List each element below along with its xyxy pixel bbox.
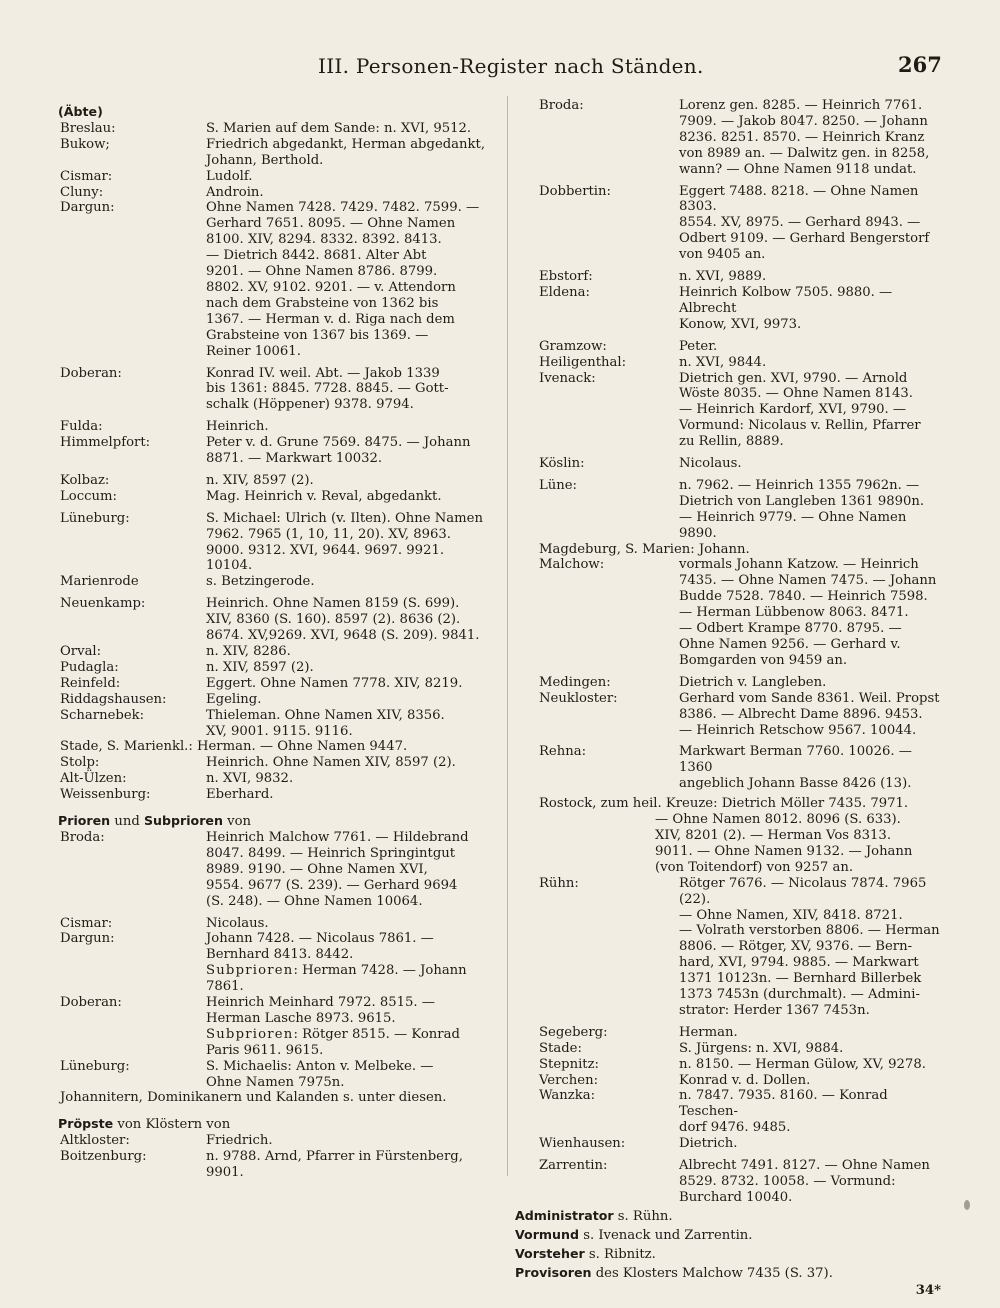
list-item xyxy=(515,1041,945,1057)
list-item xyxy=(58,435,498,467)
right-column xyxy=(515,98,945,1298)
entry-place: Scharnebek: xyxy=(60,707,145,723)
entry-text: Lorenz gen. 8285. — Heinrich 7761. 7909. — Jakob 8047. 8250. — Johann 8236. 8251. 8570. — Heinrich Kranz von 8989 an. — Dalwitz gen. in 8258, wann? — Ohne Namen 9118 undat. xyxy=(679,98,930,177)
entry-text: n. XVI, 9832. xyxy=(206,771,294,787)
entry-text: n. 8150. — Herman Gülow, XV, 9278. xyxy=(679,1056,926,1072)
list-item xyxy=(515,876,945,1019)
entry-place: Rehna: xyxy=(539,744,587,760)
list-item xyxy=(58,830,498,910)
entry-place: Ebstorf: xyxy=(539,269,593,285)
entry-place: Stade: xyxy=(539,1040,582,1056)
abbots-list xyxy=(58,121,498,740)
list-item xyxy=(515,98,945,178)
list-item: Doberan: Heinrich Meinhard 7972. 8515. — Herman Lasche 8973. 9615. xyxy=(60,995,435,1026)
entry-place: Ivenack: xyxy=(539,370,596,386)
entry-place: Weissenburg: xyxy=(60,787,151,803)
list-item xyxy=(58,185,498,201)
entry-text: Heinrich. xyxy=(206,419,269,435)
entry-place: Loccum: xyxy=(60,488,117,504)
page-title: III. Personen-Register nach Ständen. xyxy=(318,54,704,78)
running-head xyxy=(0,54,1000,84)
entry-place: Cismar: xyxy=(60,168,113,184)
entry-text: Heinrich Malchow 7761. — Hildebrand 8047. 8499. — Heinrich Springintgut 8989. 9190. — Ohne Namen XVI, 9554. 9677 (S. 239). — Gerhard 9694 (S. 248). — Ohne Namen 10064. xyxy=(206,829,469,909)
entry-text: vormals Johann Katzow. — Heinrich 7435. — Ohne Namen 7475. — Johann Budde 7528. 7840. — Heinrich 7598. — Herman Lübbenow 8063. 8471. — Odbert Krampe 8770. 8795. — Ohne Namen 9256. — Gerhard v. Bomgarden von 9459 an. xyxy=(679,557,937,668)
entry-place: Heiligenthal: xyxy=(539,354,627,370)
entry-text: Heinrich Kolbow 7505. 9880. — Albrecht Konow, XVI, 9973. xyxy=(679,284,893,332)
entry-place: Himmelpfort: xyxy=(60,435,151,451)
entry-place: Breslau: xyxy=(60,120,116,136)
cross-reference: Administrator s. Rühn. xyxy=(515,1207,673,1224)
entry-text: Johann 7428. — Nicolaus 7861. — Bernhard 8413. 8442. xyxy=(206,931,434,963)
entry-text: Thieleman. Ohne Namen XIV, 8356. XV, 9001. 9115. 9116. xyxy=(206,707,445,739)
entry-text: Mag. Heinrich v. Reval, abgedankt. xyxy=(206,488,442,504)
entry-place: Doberan: xyxy=(60,365,122,381)
entry-place: Cismar: xyxy=(60,915,113,931)
entry-place: Neuenkamp: xyxy=(60,596,146,612)
list-item xyxy=(58,489,498,505)
list-item xyxy=(58,676,498,692)
entry-text: Eggert 7488. 8218. — Ohne Namen 8303. 8554. XV, 8975. — Gerhard 8943. — Odbert 9109. — Gerhard Bengerstorf von 9405 an. xyxy=(679,183,930,263)
list-item: Lüneburg: S. Michaelis: Anton v. Melbeke. — Ohne Namen 7975n. xyxy=(60,1058,434,1090)
section-heading-provosts: Pröpste von Klöstern von xyxy=(58,1116,231,1133)
cross-references xyxy=(515,1208,945,1282)
entry-text: n. XVI, 9844. xyxy=(679,354,767,370)
entry-place: Lüneburg: xyxy=(60,510,130,526)
entry-text: Albrecht 7491. 8127. — Ohne Namen 8529. 8732. 10058. — Vormund: Burchard 10040. xyxy=(679,1158,930,1205)
signature-mark: 34* xyxy=(915,1283,941,1299)
cross-reference: Provisoren des Klosters Malchow 7435 (S. 37). xyxy=(515,1264,833,1281)
list-item xyxy=(58,419,498,435)
list-item xyxy=(58,137,498,169)
list-item xyxy=(58,366,498,414)
list-item xyxy=(515,675,945,691)
entry-text: Eggert. Ohne Namen 7778. XIV, 8219. xyxy=(206,675,463,691)
list-item xyxy=(58,755,498,771)
entry-text: Eberhard. xyxy=(206,787,274,803)
dargun-subpriors: Subprioren: Herman 7428. — Johann 7861. xyxy=(206,963,467,995)
entry-text: Heinrich. Ohne Namen 8159 (S. 699). XIV, 8360 (S. 160). 8597 (2). 8636 (2). 8674. XV,9269. XVI, 9648 (S. 209). 9841. xyxy=(206,596,480,644)
entry-place: Alt-Ülzen: xyxy=(60,771,127,787)
johannitern-line: Johannitern, Dominikanern und Kalanden s. unter diesen. xyxy=(60,1090,447,1106)
list-item xyxy=(515,184,945,264)
list-item xyxy=(515,1136,945,1152)
stade-line: Stade, S. Marienkl.: Herman. — Ohne Namen 9447. xyxy=(60,739,408,755)
right-list-b xyxy=(515,557,945,792)
entry-text: Peter v. d. Grune 7569. 8475. — Johann 8871. — Markwart 10032. xyxy=(206,435,471,467)
entry-place: Lüne: xyxy=(539,477,577,493)
entry-place: Cluny: xyxy=(60,184,104,200)
list-item xyxy=(515,355,945,371)
list-item xyxy=(515,557,945,668)
list-item xyxy=(515,744,945,792)
entry-text: S. Michael: Ulrich (v. Ilten). Ohne Namen 7962. 7965 (1, 10, 11, 20). XV, 8963. 9000. 9312. XVI, 9644. 9697. 9921. 10104. xyxy=(206,510,483,574)
cross-reference: Vorsteher s. Ribnitz. xyxy=(515,1245,656,1262)
list-item xyxy=(515,269,945,285)
list-item xyxy=(515,1025,945,1041)
list-item xyxy=(515,1057,945,1073)
provosts-list xyxy=(58,1133,498,1181)
list-item xyxy=(58,708,498,740)
list-item xyxy=(515,1073,945,1089)
list-item xyxy=(515,1088,945,1136)
entry-place: Broda: xyxy=(60,829,105,845)
entry-text: Konrad IV. weil. Abt. — Jakob 1339 bis 1361: 8845. 7728. 8845. — Gott- schalk (Höppener) 9378. 9794. xyxy=(206,365,449,413)
magdeburg-line: Magdeburg, S. Marien: Johann. xyxy=(539,541,750,557)
entry-text: S. Marien auf dem Sande: n. XVI, 9512. xyxy=(206,120,472,136)
entry-place: Eldena: xyxy=(539,284,590,300)
entry-text: Nicolaus. xyxy=(206,915,269,931)
right-list-a xyxy=(515,98,945,542)
abbots-tail-list xyxy=(58,755,498,803)
entry-text: n. XVI, 9889. xyxy=(679,269,767,285)
list-item xyxy=(58,511,498,575)
list-item xyxy=(515,339,945,355)
entry-text: Peter. xyxy=(679,338,718,354)
list-item xyxy=(58,574,498,590)
entry-place: Wienhausen: xyxy=(539,1136,626,1152)
entry-place: Medingen: xyxy=(539,674,611,690)
list-item xyxy=(515,1158,945,1206)
entry-place: Marienrode xyxy=(60,574,139,590)
entry-place: Gramzow: xyxy=(539,338,607,354)
entry-text: Herman. xyxy=(679,1024,738,1040)
entry-place: Orval: xyxy=(60,644,102,659)
entry-text: n. XIV, 8286. xyxy=(206,644,291,659)
left-column xyxy=(58,98,498,1181)
entry-place: Rühn: xyxy=(539,875,579,891)
entry-text: s. Betzingerode. xyxy=(206,574,315,590)
entry-place: Boitzenburg: xyxy=(60,1149,147,1165)
list-item xyxy=(58,931,498,963)
list-item xyxy=(58,916,498,932)
entry-text: Markwart Berman 7760. 10026. — 1360 angeblich Johann Basse 8426 (13). xyxy=(679,744,912,792)
rostock-line: Rostock, zum heil. Kreuze: Dietrich Möller 7435. 7971. xyxy=(539,796,909,812)
cross-reference: Vormund s. Ivenack und Zarrentin. xyxy=(515,1226,753,1243)
list-item xyxy=(58,787,498,803)
entry-place: Neukloster: xyxy=(539,690,618,706)
entry-place: Reinfeld: xyxy=(60,675,121,691)
list-item xyxy=(58,121,498,137)
column-divider xyxy=(507,96,508,1176)
entry-text: Konrad v. d. Dollen. xyxy=(679,1072,811,1088)
list-item xyxy=(515,456,945,472)
speck-mark xyxy=(964,1200,970,1210)
list-item xyxy=(58,692,498,708)
right-list-c xyxy=(515,876,945,1206)
entry-text: Gerhard vom Sande 8361. Weil. Propst 8386. — Albrecht Dame 8896. 9453. — Heinrich Retschow 9567. 10044. xyxy=(679,690,940,738)
entry-place: Bukow; xyxy=(60,136,110,152)
entry-place: Wanzka: xyxy=(539,1088,596,1104)
entry-place: Segeberg: xyxy=(539,1024,608,1040)
list-item xyxy=(515,371,945,451)
list-item xyxy=(515,691,945,739)
entry-place: Köslin: xyxy=(539,456,585,472)
entry-text: n. 9788. Arnd, Pfarrer in Fürstenberg, 9901. xyxy=(206,1149,463,1181)
entry-place: Stepnitz: xyxy=(539,1056,599,1072)
entry-text: n. 7847. 7935. 8160. — Konrad Teschen- dorf 9476. 9485. xyxy=(679,1088,888,1136)
entry-text: Ohne Namen 7428. 7429. 7482. 7599. — Gerhard 7651. 8095. — Ohne Namen 8100. XIV, 8294. 8332. 8392. 8413. — Dietrich 8442. 8681. Alter Abt 9201. — Ohne Namen 8786. 8799. 8802. XV, 9102. 9201. — v. Attendorn nach dem Grabsteine von 1362 bis 1367. — Herman v. d. Riga nach dem Grabsteine von 1367 bis 1369. — Reiner 10061. xyxy=(206,200,480,359)
entry-place: Riddagshausen: xyxy=(60,691,167,707)
list-item xyxy=(58,169,498,185)
list-item xyxy=(515,478,945,542)
entry-text: Dietrich. xyxy=(679,1136,738,1152)
entry-text: Friedrich. xyxy=(206,1133,273,1149)
entry-place: Altkloster: xyxy=(60,1133,130,1149)
list-item xyxy=(58,596,498,644)
entry-text: n. 7962. — Heinrich 1355 7962n. — Dietrich von Langleben 1361 9890n. — Heinrich 9779. — Ohne Namen 9890. xyxy=(679,477,925,541)
list-item xyxy=(58,473,498,489)
list-item xyxy=(58,1149,498,1181)
entry-text: Androin. xyxy=(206,184,264,200)
entry-text: n. XIV, 8597 (2). xyxy=(206,472,314,488)
page-number: 267 xyxy=(898,52,942,77)
entry-text: Egeling. xyxy=(206,691,262,707)
entry-place: Stolp: xyxy=(60,755,100,771)
list-item xyxy=(58,660,498,676)
entry-place: Dobbertin: xyxy=(539,183,611,199)
entry-text: Dietrich v. Langleben. xyxy=(679,674,827,690)
entry-place: Zarrentin: xyxy=(539,1158,608,1174)
section-heading-priors: Prioren und Subprioren von xyxy=(58,813,251,830)
entry-text: Nicolaus. xyxy=(679,456,742,472)
entry-place: Fulda: xyxy=(60,419,103,435)
entry-place: Verchen: xyxy=(539,1072,599,1088)
entry-text: Friedrich abgedankt, Herman abgedankt, Johann, Berthold. xyxy=(206,136,486,168)
rostock-continuation: — Ohne Namen 8012. 8096 (S. 633). XIV, 8201 (2). — Herman Vos 8313. 9011. — Ohne Namen 9132. — Johann (von Toitendorf) von 9257 an. xyxy=(655,812,913,875)
entry-text: S. Jürgens: n. XVI, 9884. xyxy=(679,1040,844,1056)
section-heading-abbots: (Äbte) xyxy=(58,104,103,119)
list-item xyxy=(58,644,498,660)
entry-place: Kolbaz: xyxy=(60,472,110,488)
entry-place: Pudagla: xyxy=(60,659,119,675)
entry-text: Ludolf. xyxy=(206,168,253,184)
list-item xyxy=(58,200,498,359)
entry-place: Malchow: xyxy=(539,557,605,573)
entry-text: Heinrich. Ohne Namen XIV, 8597 (2). xyxy=(206,755,456,771)
list-item xyxy=(58,771,498,787)
list-item xyxy=(515,285,945,333)
entry-text: Dietrich gen. XVI, 9790. — Arnold Wöste 8035. — Ohne Namen 8143. — Heinrich Kardorf, XVI, 9790. — Vormund: Nicolaus v. Rellin, Pfarrer zu Rellin, 8889. xyxy=(679,370,921,450)
list-item xyxy=(58,1133,498,1149)
entry-text: n. XIV, 8597 (2). xyxy=(206,659,314,675)
priors-list xyxy=(58,830,498,963)
doberan-subpriors: Subprioren: Rötger 8515. — Konrad Paris 9611. 9615. xyxy=(206,1026,460,1058)
entry-place: Broda: xyxy=(539,98,584,113)
entry-place: Dargun: xyxy=(60,931,115,947)
entry-text: Rötger 7676. — Nicolaus 7874. 7965 (22). — Ohne Namen, XIV, 8418. 8721. — Volrath verstorben 8806. — Herman 8806. — Rötger, XV, 9376. — Bern- hard, XVI, 9794. 9885. — Markwart 1371 10123n. — Bernhard Billerbek 1373 7453n (durchmalt). — Admini- strator: Herder 1367 7453n. xyxy=(679,875,940,1018)
entry-place: Dargun: xyxy=(60,200,115,216)
